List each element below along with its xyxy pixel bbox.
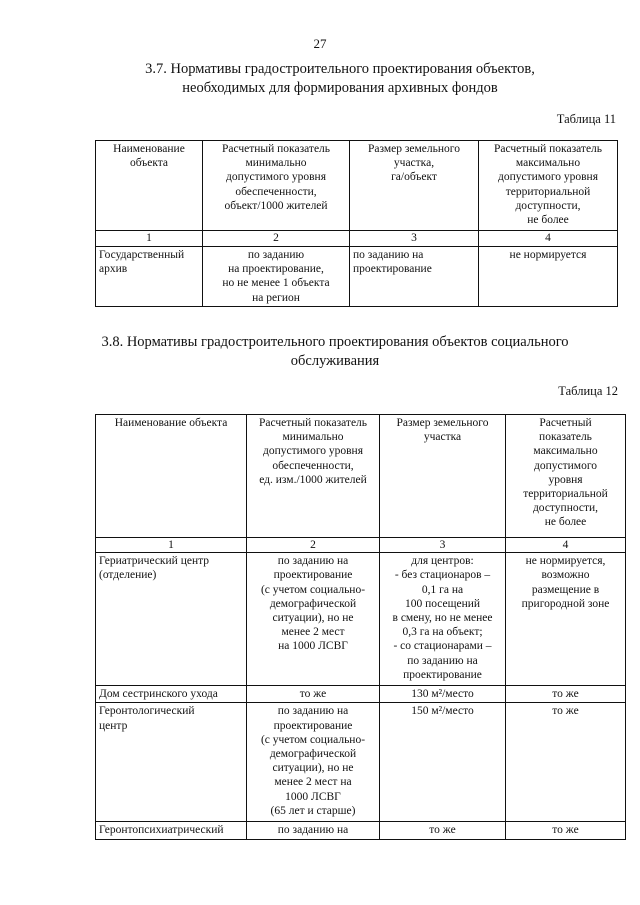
header-cell (506, 415, 626, 538)
cell-line: объект/1000 жителей (224, 199, 328, 212)
cell-line: по заданию на (277, 824, 349, 837)
cell-line: Расчетный показатель (493, 143, 603, 155)
cell-line: участка, (393, 157, 435, 170)
cell-line: участка (423, 431, 462, 444)
cell-line: (65 лет и старше) (270, 804, 356, 817)
column-number: 1 (96, 231, 203, 247)
table-cell (247, 686, 380, 703)
cell-lines (482, 248, 614, 262)
page-number: 27 (313, 36, 327, 51)
cell-lines (482, 142, 614, 227)
cell-line: территориальной (505, 185, 591, 198)
cell-line: 1000 ЛСВГ (285, 790, 341, 803)
cell-line: максимально (515, 157, 581, 170)
cell-lines (99, 704, 243, 732)
cell-line: центр (99, 719, 128, 732)
column-number: 4 (506, 538, 626, 553)
cell-lines (250, 554, 376, 653)
table-cell (380, 703, 506, 822)
cell-lines (509, 554, 622, 611)
table-cell (380, 686, 506, 703)
cell-line: Гериатрический центр (99, 555, 210, 568)
cell-lines (206, 248, 346, 305)
table-row (96, 703, 626, 822)
table-cell (96, 247, 203, 307)
cell-line: на проектирование, (228, 263, 324, 276)
cell-line: по заданию на (277, 705, 349, 718)
cell-lines (99, 554, 243, 582)
cell-lines (509, 687, 622, 701)
cell-line: в смену, но не менее (392, 612, 493, 625)
cell-lines (99, 142, 199, 170)
table-row (96, 822, 626, 839)
table-cell (506, 553, 626, 686)
cell-line: ед. изм./1000 жителей (259, 473, 367, 486)
column-number: 4 (479, 231, 618, 247)
cell-line: возможно (541, 569, 590, 582)
section-title-line: необходимых для формирования архивных фондов (182, 80, 498, 96)
cell-line: (отделение) (99, 569, 157, 582)
cell-line: доступности, (532, 502, 599, 515)
cell-lines (206, 142, 346, 213)
table-cell (96, 553, 247, 686)
cell-line: по заданию на (277, 555, 349, 568)
table-cell (247, 822, 380, 839)
cell-lines (250, 687, 376, 701)
cell-line: допустимого уровня (226, 171, 326, 184)
table-cell (247, 703, 380, 822)
header-cell (380, 415, 506, 538)
cell-lines (383, 704, 502, 718)
column-number: 2 (247, 538, 380, 553)
cell-line: Геронтопсихиатрический (99, 824, 224, 837)
table-cell (506, 703, 626, 822)
cell-line: на регион (252, 291, 300, 304)
table-cell (203, 247, 350, 307)
cell-lines (353, 142, 475, 185)
cell-line: доступности, (515, 199, 581, 212)
cell-line: - без стационаров – (394, 569, 491, 582)
cell-line: то же (429, 824, 456, 837)
table-11-label: Таблица 11 (556, 112, 616, 126)
cell-line: показатель (539, 431, 592, 444)
cell-line: допустимого уровня (498, 171, 598, 184)
cell-lines (250, 704, 376, 818)
table-12-label: Таблица 12 (558, 384, 618, 398)
cell-line: 130 м²/место (411, 688, 474, 701)
cell-lines (250, 416, 376, 487)
cell-line: по заданию на (353, 249, 424, 261)
column-number: 1 (96, 538, 247, 553)
cell-line: не нормируется (509, 249, 587, 261)
cell-line: Размер земельного (368, 143, 460, 155)
cell-line: ситуации), но не (272, 612, 354, 625)
cell-line: Расчетный (539, 417, 592, 429)
header-cell (203, 141, 350, 231)
column-number: 3 (380, 538, 506, 553)
cell-line: размещение в (531, 583, 600, 596)
table-cell (96, 686, 247, 703)
header-cell (350, 141, 479, 231)
cell-line: Расчетный показатель (221, 143, 331, 155)
cell-line: обеспеченности, (235, 185, 317, 198)
cell-line: (с учетом социально- (260, 733, 366, 746)
table-cell (247, 553, 380, 686)
header-cell (479, 141, 618, 231)
cell-lines (383, 823, 502, 837)
cell-line: проектирование (353, 263, 432, 276)
cell-lines (509, 704, 622, 718)
section-title-line: обслуживания (290, 353, 380, 369)
cell-line: по заданию на (407, 654, 478, 667)
cell-line: не более (527, 214, 569, 227)
section-title-line: 3.8. Нормативы градостроительного проектирования объектов социального (101, 334, 569, 350)
cell-line: проектирование (403, 668, 482, 681)
cell-line: но не менее 1 объекта (222, 277, 330, 290)
cell-line: Государственный (99, 249, 185, 261)
cell-line: не нормируется, (525, 555, 606, 568)
table-cell (506, 822, 626, 839)
cell-line: 0,1 га на (421, 583, 464, 596)
cell-line: не более (544, 516, 587, 529)
table-11 (95, 140, 618, 307)
cell-line: ситуации), но не (272, 762, 354, 775)
cell-lines (509, 823, 622, 837)
cell-line: по заданию (247, 249, 305, 261)
table-12 (95, 414, 626, 840)
cell-line: Геронтологический (99, 705, 195, 718)
cell-line: менее 2 мест на (274, 776, 352, 789)
cell-line: допустимого уровня (263, 445, 363, 458)
cell-line: Наименование (113, 143, 185, 155)
table-header-row (96, 141, 618, 231)
cell-line: проектирование (273, 719, 353, 732)
cell-line: проектирование (273, 569, 353, 582)
cell-line: объекта (129, 157, 169, 170)
cell-line: минимально (245, 157, 307, 170)
header-cell (96, 415, 247, 538)
cell-lines (383, 554, 502, 682)
cell-line: уровня (548, 473, 583, 486)
cell-line: минимально (282, 431, 344, 444)
column-number: 2 (203, 231, 350, 247)
cell-lines (250, 823, 376, 837)
cell-line: 0,3 га на объект; (402, 626, 483, 639)
table-cell (96, 703, 247, 822)
cell-line: демографической (269, 597, 357, 610)
table-row (96, 553, 626, 686)
table-row (96, 686, 626, 703)
cell-line: территориальной (523, 488, 608, 501)
cell-lines (383, 687, 502, 701)
header-cell (247, 415, 380, 538)
cell-line: демографической (269, 748, 357, 761)
cell-line: то же (552, 824, 579, 837)
section-title-line: 3.7. Нормативы градостроительного проектирования объектов, (145, 61, 535, 77)
table-cell (380, 822, 506, 839)
header-cell (96, 141, 203, 231)
cell-line: архив (99, 263, 128, 276)
cell-line: Размер земельного (396, 417, 489, 429)
cell-lines (99, 687, 243, 701)
cell-line: для центров: (411, 555, 474, 568)
column-number-row (96, 231, 618, 247)
cell-line: - со стационарами – (393, 640, 492, 653)
cell-line: то же (552, 705, 579, 718)
cell-line: менее 2 мест (281, 626, 345, 639)
cell-lines (99, 823, 243, 837)
cell-line: максимально (533, 445, 598, 458)
column-number: 3 (350, 231, 479, 247)
cell-line: пригородной зоне (521, 597, 610, 610)
cell-line: га/объект (391, 171, 437, 184)
cell-lines (509, 416, 622, 530)
cell-lines (99, 248, 199, 276)
section-3-7-title (40, 60, 640, 98)
cell-line: 100 посещений (404, 597, 481, 610)
table-cell (479, 247, 618, 307)
table-cell (380, 553, 506, 686)
cell-lines (353, 248, 475, 276)
cell-line: допустимого (534, 459, 597, 472)
cell-lines (99, 416, 243, 430)
table-cell (350, 247, 479, 307)
table-cell (506, 686, 626, 703)
cell-line: Наименование объекта (114, 417, 228, 429)
cell-line: на 1000 ЛСВГ (278, 640, 348, 653)
cell-line: то же (299, 688, 327, 701)
cell-line: то же (552, 688, 579, 701)
cell-line: обеспеченности, (272, 459, 354, 472)
table-cell (96, 822, 247, 839)
cell-line: Дом сестринского ухода (99, 688, 218, 701)
table-row (96, 247, 618, 307)
cell-line: (с учетом социально- (260, 583, 366, 596)
cell-line: Расчетный показатель (258, 417, 368, 429)
column-number-row (96, 538, 626, 553)
cell-line: 150 м²/место (411, 705, 474, 718)
cell-lines (383, 416, 502, 444)
table-header-row (96, 415, 626, 538)
section-3-8-title (30, 333, 640, 371)
